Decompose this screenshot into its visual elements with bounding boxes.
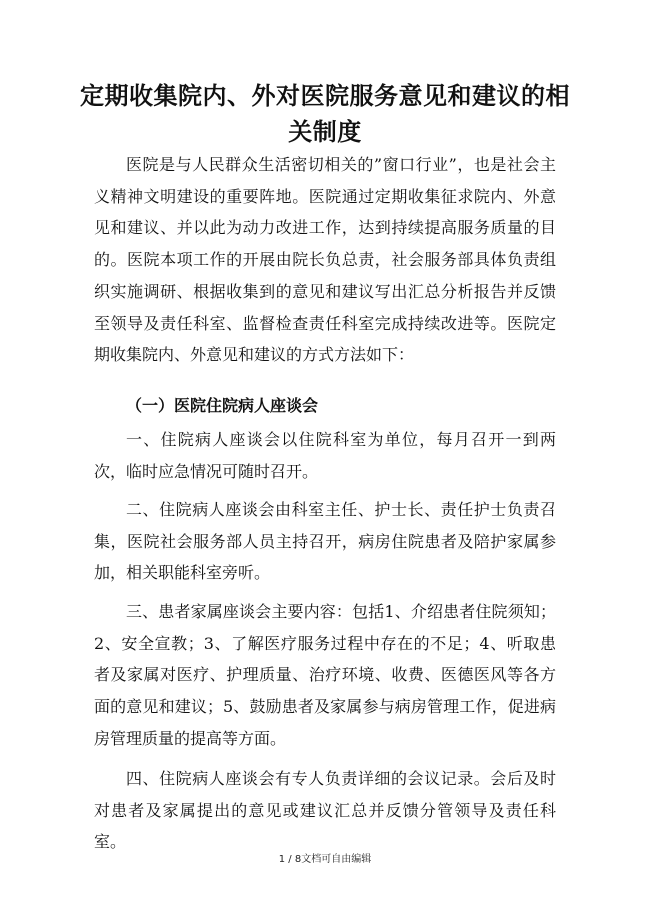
paragraph-1: 一、住院病人座谈会以住院科室为单位，每月召开一到两次，临时应急情况可随时召开。 <box>94 430 556 481</box>
paragraph-4: 四、住院病人座谈会有专人负责详细的会议记录。会后及时对患者及家属提出的意见或建议汇总并反馈分管领导及责任科室。 <box>94 769 556 852</box>
page-footer: 1 / 8文档可自由编辑 <box>278 854 372 865</box>
paragraph-3: 三、患者家属座谈会主要内容：包括1、介绍患者住院须知；2、安全宣教；3、了解医疗服务过程中存在的不足；4、听取患者及家属对医疗、护理质量、治疗环境、收费、医德医风等各方面的意见和建议；5、鼓励患者及家属参与病房管理工作，促进病房管理质量的提高等方面。 <box>94 602 556 748</box>
document-title: 定期收集院内、外对医院服务意见和建议的相关制度 <box>80 82 570 146</box>
intro-paragraph: 医院是与人民群众生活密切相关的”窗口行业”，也是社会主义精神文明建设的重要阵地。医院通过定期收集征求院内、外意见和建议、并以此为动力改进工作，达到持续提高服务质量的目的。医院本项工作的开展由院长负总责，社会服务部具体负责组织实施调研、根据收集到的意见和建议写出汇总分析报告并反馈至领导及责任科室、监督检查责任科室完成持续改进等。医院定期收集院内、外意见和建议的方式方法如下： <box>94 155 556 365</box>
section-heading: （一）医院住院病人座谈会 <box>126 396 319 415</box>
paragraph-2: 二、住院病人座谈会由科室主任、护士长、责任护士负责召集，医院社会服务部人员主持召开，病房住院患者及陪护家属参加，相关职能科室旁听。 <box>94 500 556 583</box>
